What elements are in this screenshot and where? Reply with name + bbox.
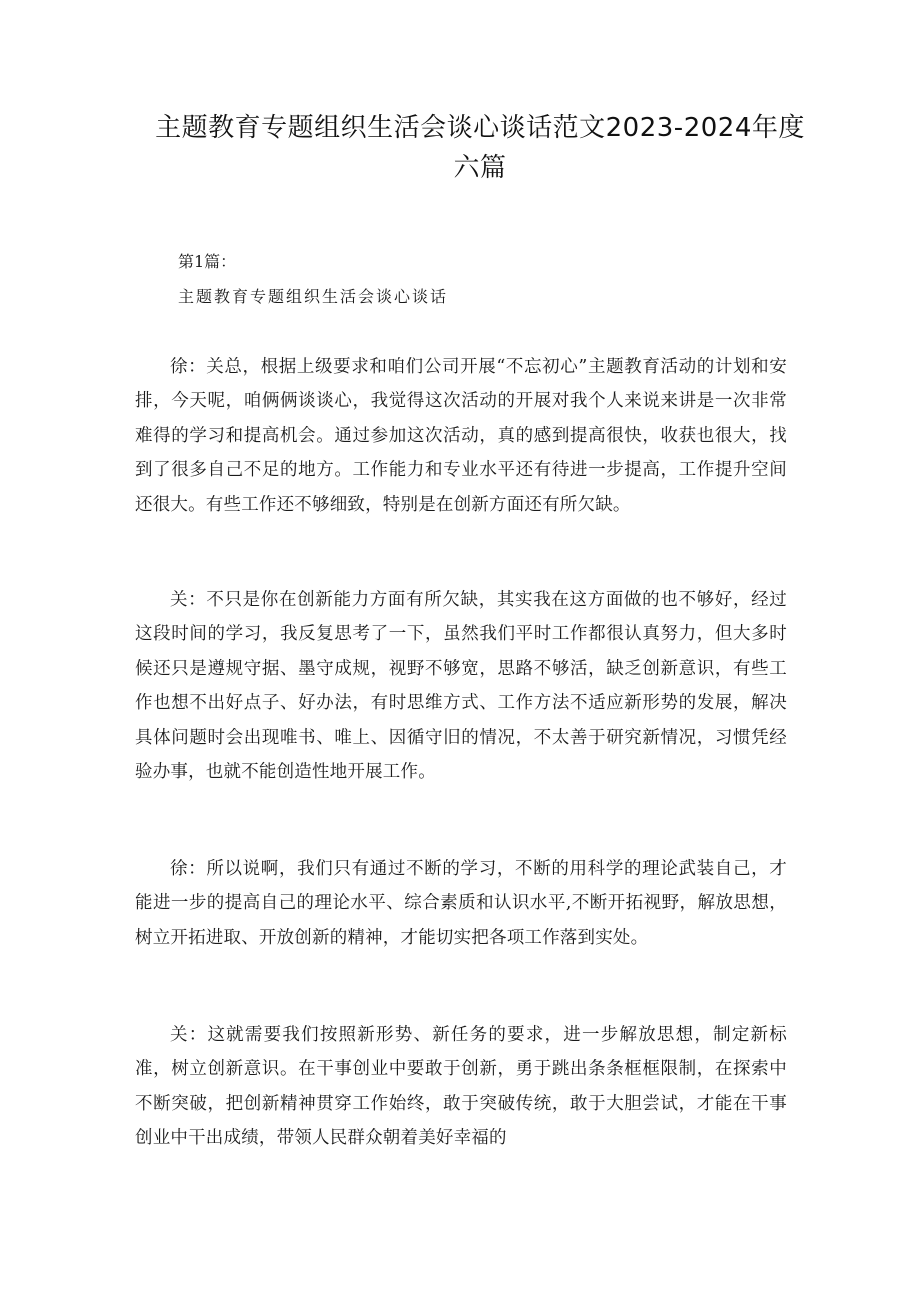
section-label: 第1篇：	[178, 252, 237, 271]
paragraph: 徐：所以说啊，我们只有通过不断的学习，不断的用科学的理论武装自己，才能进一步的提高自己的理论水平、综合素质和认识水平,不断开拓视野，解放思想，树立开拓进取、开放创新的精神，才能切实把各项工作落到实处。	[135, 859, 787, 948]
document-title: 主题教育专题组织生活会谈心谈话范文2023-2024年度六篇	[155, 113, 805, 183]
paragraph: 关：这就需要我们按照新形势、新任务的要求，进一步解放思想，制定新标准，树立创新意识。在干事创业中要敢于创新，勇于跳出条条框框限制，在探索中不断突破，把创新精神贯穿工作始终，敢于突破传统，敢于大胆尝试，才能在干事创业中干出成绩，带领人民群众朝着美好幸福的	[135, 1025, 787, 1149]
paragraph: 关：不只是你在创新能力方面有所欠缺，其实我在这方面做的也不够好，经过这段时间的学习，我反复思考了一下，虽然我们平时工作都很认真努力，但大多时候还只是遵规守据、墨守成规，视野不够宽，思路不够活，缺乏创新意识，有些工作也想不出好点子、好办法，有时思维方式、工作方法不适应新形势的发展，解决具体问题时会出现唯书、唯上、因循守旧的情况，不太善于研究新情况，习惯凭经验办事，也就不能创造性地开展工作。	[135, 590, 787, 783]
section-subtitle: 主题教育专题组织生活会谈心谈话	[178, 287, 449, 306]
paragraph: 徐：关总，根据上级要求和咱们公司开展“不忘初心”主题教育活动的计划和安排，今天呢，咱俩俩谈谈心，我觉得这次活动的开展对我个人来说来讲是一次非常难得的学习和提高机会。通过参加这次活动，真的感到提高很快，收获也很大，找到了很多自己不足的地方。工作能力和专业水平还有待进一步提高，工作提升空间还很大。有些工作还不够细致，特别是在创新方面还有所欠缺。	[135, 357, 787, 515]
